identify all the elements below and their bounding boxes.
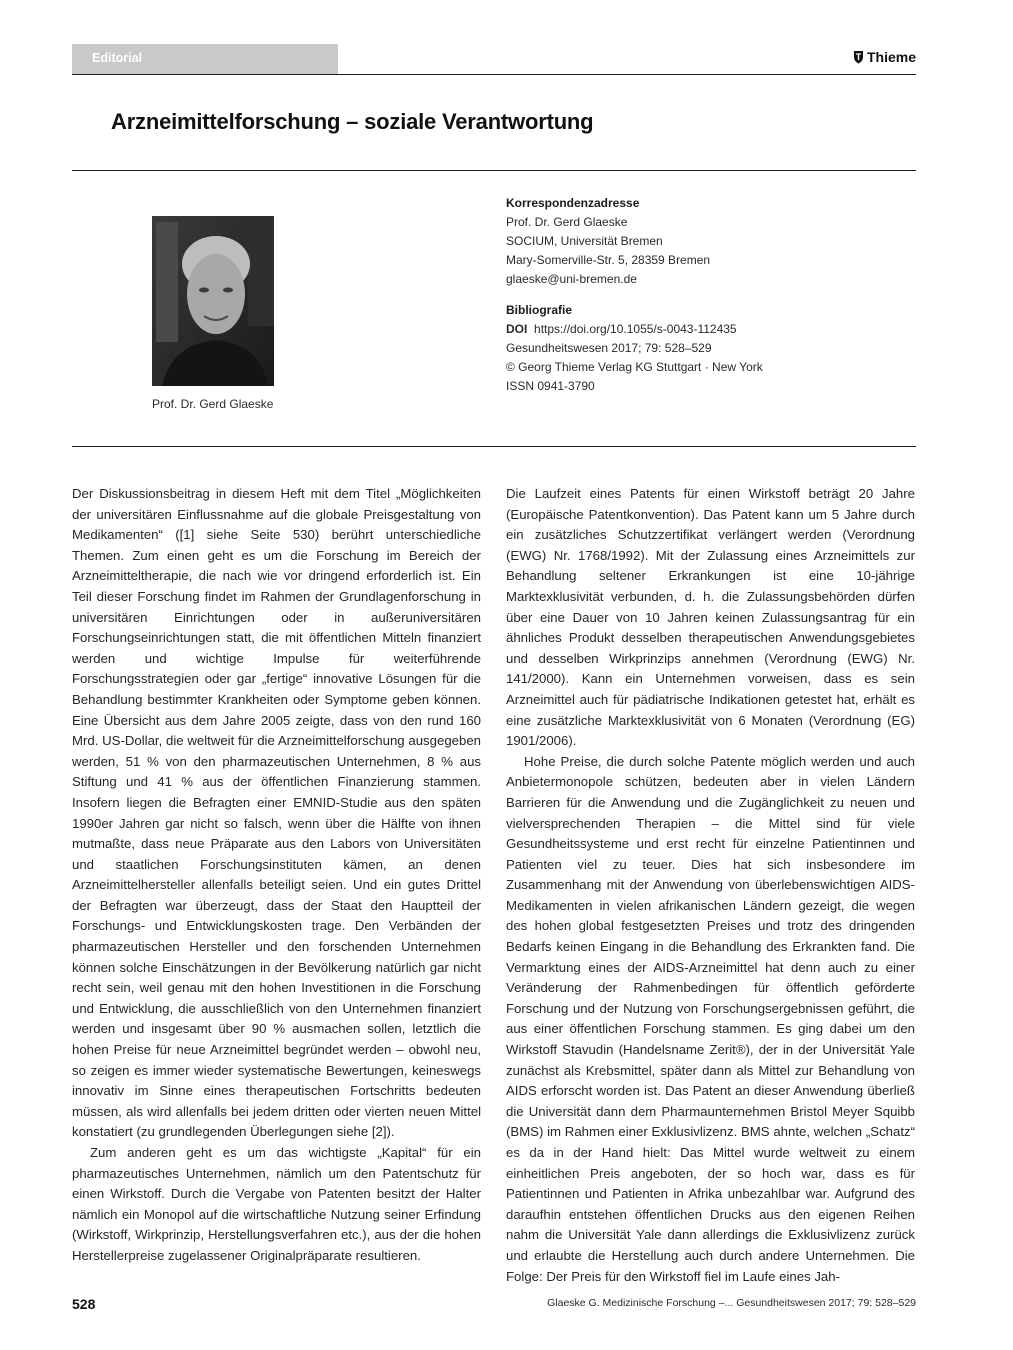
doi-link[interactable]: https://doi.org/10.1055/s-0043-112435: [534, 322, 737, 336]
publisher-logo: [853, 49, 916, 65]
doi-label: DOI: [506, 322, 528, 336]
bibliography-line: Gesundheitswesen 2017; 79: 528–529: [506, 341, 712, 355]
article-title: Arzneimittelforschung – soziale Verantwortung: [111, 109, 594, 134]
portrait-caption: Prof. Dr. Gerd Glaeske: [152, 397, 274, 411]
body-paragraph: Zum anderen geht es um das wichtigste „Kapital“ für ein pharmazeutisches Unternehmen, nämlich um den Patentschutz für einen Wirkstoff. Durch die Vergabe von Patenten besitzt der Halter nämlich ein Monopol auf die wirtschaftliche Nutzung seiner Erfindung (Wirkstoff, Wirkprinzip, Herstellungsverfahren etc.), aus der die hohen Herstellerpreise zugelassener Originalpräparate resultieren.: [72, 1145, 481, 1263]
correspondence-line: Mary-Somerville-Str. 5, 28359 Bremen: [506, 253, 711, 267]
header-rule: [72, 74, 916, 75]
correspondence-block: [506, 194, 710, 289]
page-number: 528: [72, 1296, 96, 1312]
body-column-left: [72, 484, 481, 1267]
header-divider: [72, 446, 916, 447]
correspondence-email[interactable]: glaeske@uni-bremen.de: [506, 272, 637, 286]
body-paragraph: Die Laufzeit eines Patents für einen Wirkstoff beträgt 20 Jahre (Europäische Patentkonvention). Das Patent kann um 5 Jahre durch ein zusätzliches Schutzzertifikat verlängert werden (Verordnung (EWG) Nr. 1768/1992). Mit der Zulassung eines Arzneimittels zur Behandlung seltener Erkrankungen ist eine 10-jährige Marktexklusivität verbunden, d. h. die Zulassungsbehörden dürfen über eine Dauer von 10 Jahren keinen Zulassungsantrag für ein ähnliches Produkt desselben therapeutischen Anwendungsgebietes und desselben Wirkprinzips annehmen (Verordnung (EWG) Nr. 141/2000). Kann ein Unternehmen vorweisen, dass es sein Arzneimittel auch für pädiatrische Indikationen getestet hat, erhält es eine zusätzliche Marktexklusivität von 6 Monaten (Verordnung (EG) 1901/2006).: [506, 486, 915, 749]
bibliography-label: Bibliografie: [506, 303, 573, 317]
section-label: Editorial: [72, 44, 338, 74]
doi-line: [506, 320, 763, 339]
body-paragraph: Hohe Preise, die durch solche Patente möglich werden und auch Anbietermonopole schützen, bedeuten aber in vielen Ländern Barrieren für die Anwendung und die Zugänglichkeit zu neuen und vielversprechenden Therapien – die Mittel sind für viele Gesundheitssysteme und erst recht für einzelne Patientinnen und Patienten viel zu teuer. Dies hat sich insbesondere im Zusammenhang mit der Anwendung von überlebenswichtigen AIDS-Medikamenten in vielen afrikanischen Ländern gezeigt, die wegen des hohen global festgesetzten Preises und trotz des dringenden Bedarfs keinen Eingang in die Behandlung des Erkrankten fand. Die Vermarktung eines der AIDS-Arzneimittel hat denn auch zu einer Veränderung der Rahmenbedingen für öffentlich geförderte Forschung und der Nutzung von Forschungsergebnissen geführt, die aus einer öffentlichen Forschung stammen. Es ging dabei um den Wirkstoff Stavudin (Handelsname Zerit®), der in der Universität Yale zunächst als Krebsmittel, später dann als Mittel zur Behandlung von AIDS erforscht worden ist. Das Patent an dieser Anwendung überließ die Universität dann dem Pharmaunternehmen Bristol Meyer Squibb (BMS) im Rahmen einer Exklusivlizenz. BMS ahnte, welchen „Schatz“ es da in der Hand hielt: Das Mittel wurde weltweit zu einem einheitlichen Preis angeboten, der so hoch war, dass es für Patientinnen und Patienten in Afrika unbezahlbar war. Aufgrund des daraufhin entstehen öffentlichen Drucks aus den eigenen Reihen nahm die Universität Yale dann allerdings die Exklusivlizenz zurück und erlaubte die Herstellung auch durch andere Unternehmen. Die Folge: Der Preis für den Wirkstoff fiel im Laufe eines Jah-: [506, 753, 915, 1284]
correspondence-label: Korrespondenzadresse: [506, 196, 640, 210]
correspondence-line: Prof. Dr. Gerd Glaeske: [506, 215, 628, 229]
author-portrait: [152, 216, 274, 386]
running-footer: Glaeske G. Medizinische Forschung –... Gesundheitswesen 2017; 79: 528–529: [547, 1297, 916, 1309]
bibliography-block: [506, 301, 763, 396]
body-column-right: [506, 484, 915, 1287]
bibliography-line: © Georg Thieme Verlag KG Stuttgart · New York: [506, 360, 763, 374]
body-paragraph: Der Diskussionsbeitrag in diesem Heft mit dem Titel „Möglichkeiten der universitären Einflussnahme auf die globale Preisgestaltung von Medikamenten“ ([1] siehe Seite 530) berührt unterschiedliche Themen. Zum einen geht es um die Forschung im Bereich der Arzneimitteltherapie, die nach wie vor dringend erforderlich ist. Ein Teil dieser Forschung findet im Rahmen der Grundlagenforschung in universitären Einrichtungen oder in außeruniversitären Forschungseinrichtungen statt, die mit öffentlichen Mitteln finanziert werden und wichtige Impulse für weiterführende Forschungsstrategien oder gar „fertige“ innovative Lösungen für die Behandlung bestimmter Krankheiten oder Symptome geben können. Eine Übersicht aus dem Jahre 2005 zeigte, dass von den rund 160 Mrd. US-Dollar, die weltweit für die Arzneimittelforschung ausgegeben werden, 51 % von den pharmazeutischen Unternehmen, 8 % aus Stiftung und 41 % aus der öffentlichen Finanzierung stammen. Insofern liegen die Befragten einer EMNID-Studie aus den späten 1990er Jahren gar nicht so falsch, wenn über die Hälfte von ihnen mutmaßte, dass neue Präparate aus den Labors von Universitäten und staatlichen Forschungsinstituten kämen, an denen Arzneimittelhersteller allenfalls beteiligt seien. Und ein gutes Drittel der Befragten war überzeugt, dass der Staat den Hauptteil der Forschungs- und Entwicklungskosten trage. Den Verbänden der pharmazeutischen Hersteller und den forschenden Unternehmen können solche Einschätzungen in der Bevölkerung natürlich gar nicht recht sein, weil genau mit den hohen Investitionen in die Forschung und Entwicklung, die ausschließlich von den Unternehmen finanziert werden und insgesamt über 90 % ausmachen sollen, letztlich die hohen Preise für neue Arzneimittel begründet werden – obwohl neu, so zeigen es immer wieder systematische Bewertungen, keineswegs innovativ im Sinne eines therapeutischen Fortschritts bedeuten müssen, als wird allenfalls bei jedem dritten oder vierten neuen Mittel konstatiert (zu grundlegenden Überlegungen siehe [2]).: [72, 486, 481, 1140]
title-divider: [72, 170, 916, 171]
publisher-name: Thieme: [866, 49, 916, 65]
thieme-crest-icon: [853, 50, 864, 64]
bibliography-line: ISSN 0941-3790: [506, 379, 595, 393]
correspondence-line: SOCIUM, Universität Bremen: [506, 234, 663, 248]
